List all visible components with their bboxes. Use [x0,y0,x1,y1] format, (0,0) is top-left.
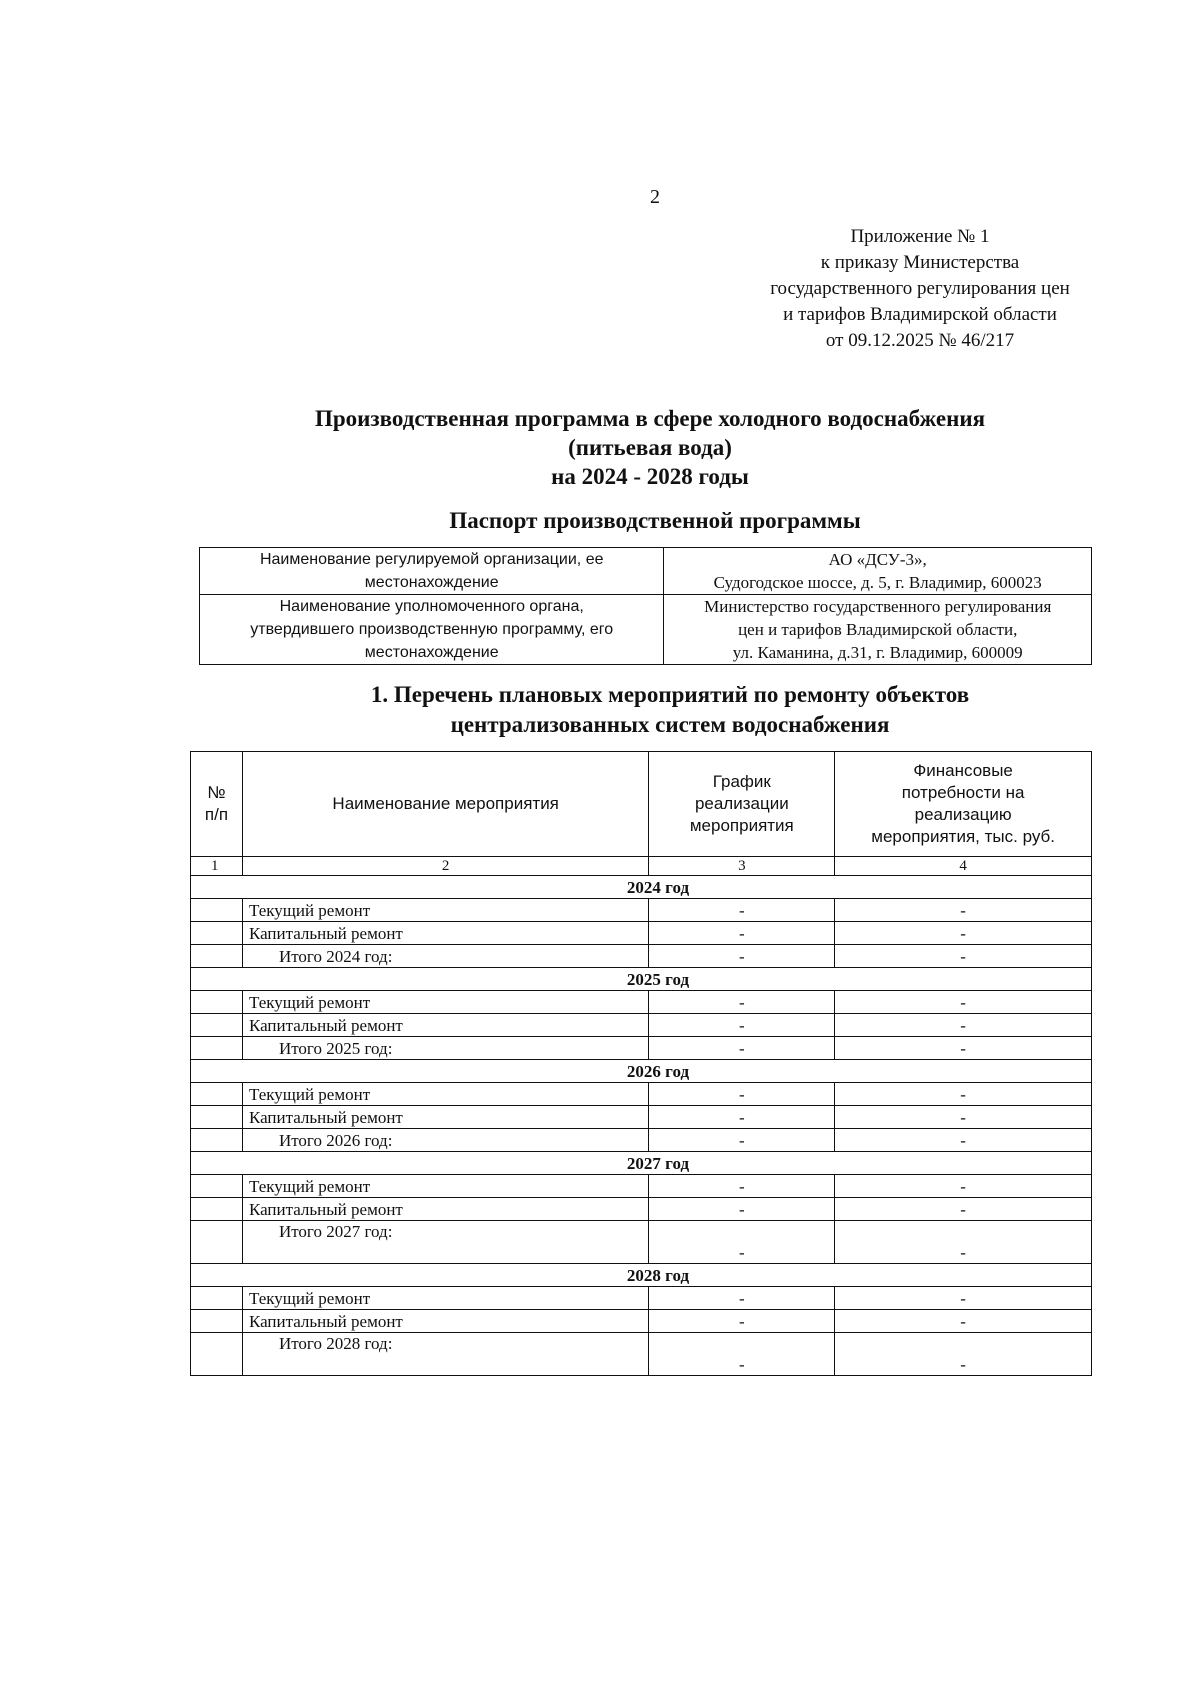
column-number-row [191,857,1092,876]
measure-finance: - [835,1014,1092,1037]
passport-label [200,595,664,665]
passport-value-line: Судогодское шоссе, д. 5, г. Владимир, 600023 [713,573,1042,592]
appendix-line: и тарифов Владимирской области [783,304,1057,325]
measure-name: Текущий ремонт [242,899,648,922]
row-number [191,1083,243,1106]
header-line: Финансовые [913,761,1013,780]
year-row [191,968,1092,991]
title-line: (питьевая вода) [568,435,732,460]
passport-label-line: местонахождение [364,644,499,661]
row-number [191,1221,243,1264]
passport-label-line: Наименование уполномоченного органа, [279,598,584,615]
measure-row [191,1310,1092,1333]
appendix-line: государственного регулирования цен [770,278,1070,299]
measure-row [191,1106,1092,1129]
year-heading: 2026 год [191,1060,1092,1083]
row-number [191,1106,243,1129]
header-line: потребности на [901,783,1025,802]
measure-row [191,945,1092,968]
measure-schedule: - [649,1129,835,1152]
header-line: мероприятия [689,816,794,835]
header-line: реализации [694,794,789,813]
row-number [191,1333,243,1376]
page-number: 2 [650,186,660,208]
row-number [191,1037,243,1060]
measure-schedule: - [649,991,835,1014]
measure-row [191,1287,1092,1310]
measure-name: Капитальный ремонт [242,1106,648,1129]
measures-table [190,751,1092,1376]
column-header-finance [835,752,1092,857]
passport-value-line: АО «ДСУ-3», [828,550,927,569]
passport-value [664,595,1092,665]
measure-schedule: - [649,1198,835,1221]
passport-label-line: местонахождение [364,574,499,591]
measure-finance: - [835,1129,1092,1152]
measure-schedule: - [649,1014,835,1037]
measure-schedule: - [649,1287,835,1310]
row-number [191,1287,243,1310]
measure-row [191,922,1092,945]
passport-table [199,547,1092,665]
measure-schedule: - [649,1175,835,1198]
measure-row [191,1198,1092,1221]
year-heading: 2025 год [191,968,1092,991]
measure-schedule: - [649,899,835,922]
row-number [191,1129,243,1152]
measure-name: Текущий ремонт [242,1175,648,1198]
measure-schedule: - [649,1037,835,1060]
measure-finance: - [835,899,1092,922]
column-header-number [191,752,243,857]
section-heading-line: централизованных систем водоснабжения [450,712,890,737]
measure-row [191,1175,1092,1198]
passport-value-line: Министерство государственного регулирования [704,597,1052,616]
measure-row [191,1037,1092,1060]
row-number [191,1014,243,1037]
measure-finance: - [835,945,1092,968]
header-line: мероприятия, тыс. руб. [871,827,1055,846]
measure-finance: - [835,1175,1092,1198]
column-number: 4 [835,857,1092,876]
column-number: 2 [242,857,648,876]
year-row [191,876,1092,899]
header-row [191,752,1092,857]
measure-row [191,1083,1092,1106]
document-title [180,404,1120,491]
passport-heading: Паспорт производственной программы [449,508,861,533]
measure-name: Капитальный ремонт [242,1310,648,1333]
measure-name: Итого 2026 год: [242,1129,648,1152]
column-header-schedule [649,752,835,857]
measure-schedule: - [649,1310,835,1333]
measure-schedule: - [649,945,835,968]
measure-row [191,991,1092,1014]
header-line: Наименование мероприятия [332,794,559,813]
row-number [191,945,243,968]
title-line: Производственная программа в сфере холодного водоснабжения [314,406,986,431]
measure-row [191,1014,1092,1037]
row-number [191,899,243,922]
year-heading: 2024 год [191,876,1092,899]
measure-row [191,1129,1092,1152]
passport-value-line: цен и тарифов Владимирской области, [738,620,1018,639]
year-row [191,1152,1092,1175]
measure-finance: - [835,1310,1092,1333]
passport-row [200,595,1092,665]
measure-schedule: - [649,1333,835,1376]
measure-schedule: - [649,1221,835,1264]
measure-name: Текущий ремонт [242,1083,648,1106]
passport-label-line: утвердившего производственную программу, его [250,621,614,638]
measure-finance: - [835,1083,1092,1106]
appendix-line: к приказу Министерства [820,252,1020,273]
measure-row [191,1221,1092,1264]
row-number [191,1175,243,1198]
measure-name: Текущий ремонт [242,1287,648,1310]
row-number [191,1198,243,1221]
measure-name: Текущий ремонт [242,991,648,1014]
title-line: на 2024 - 2028 годы [551,464,749,489]
header-line: № [207,783,226,802]
measure-finance: - [835,922,1092,945]
year-heading: 2028 год [191,1264,1092,1287]
appendix-line: Приложение № 1 [850,226,990,247]
passport-value [664,548,1092,595]
measure-schedule: - [649,1083,835,1106]
measure-name: Итого 2025 год: [242,1037,648,1060]
measure-schedule: - [649,922,835,945]
passport-value-line: ул. Каманина, д.31, г. Владимир, 600009 [732,643,1023,662]
appendix-line: от 09.12.2025 № 46/217 [825,330,1015,351]
measure-finance: - [835,1333,1092,1376]
year-row [191,1264,1092,1287]
measure-name: Капитальный ремонт [242,1198,648,1221]
appendix-block [700,224,1140,354]
measure-finance: - [835,1198,1092,1221]
measure-finance: - [835,991,1092,1014]
measure-name: Итого 2028 год: [242,1333,648,1376]
measures-body [191,876,1092,1376]
section-heading-line: 1. Перечень плановых мероприятий по ремонту объектов [370,682,970,707]
passport-label-line: Наименование регулируемой организации, ее [259,551,604,568]
measure-schedule: - [649,1106,835,1129]
header-line: График [712,772,771,791]
passport-label [200,548,664,595]
measure-name: Итого 2024 год: [242,945,648,968]
measure-name: Итого 2027 год: [242,1221,648,1264]
row-number [191,991,243,1014]
column-number: 3 [649,857,835,876]
measure-finance: - [835,1106,1092,1129]
column-header-name [242,752,648,857]
measure-name: Капитальный ремонт [242,922,648,945]
measure-row [191,899,1092,922]
measure-name: Капитальный ремонт [242,1014,648,1037]
measure-finance: - [835,1287,1092,1310]
measure-finance: - [835,1221,1092,1264]
measure-row [191,1333,1092,1376]
section-heading [190,680,1150,740]
passport-row [200,548,1092,595]
year-heading: 2027 год [191,1152,1092,1175]
row-number [191,922,243,945]
row-number [191,1310,243,1333]
header-line: п/п [204,805,229,824]
year-row [191,1060,1092,1083]
measure-finance: - [835,1037,1092,1060]
column-number: 1 [191,857,243,876]
header-line: реализацию [914,805,1012,824]
